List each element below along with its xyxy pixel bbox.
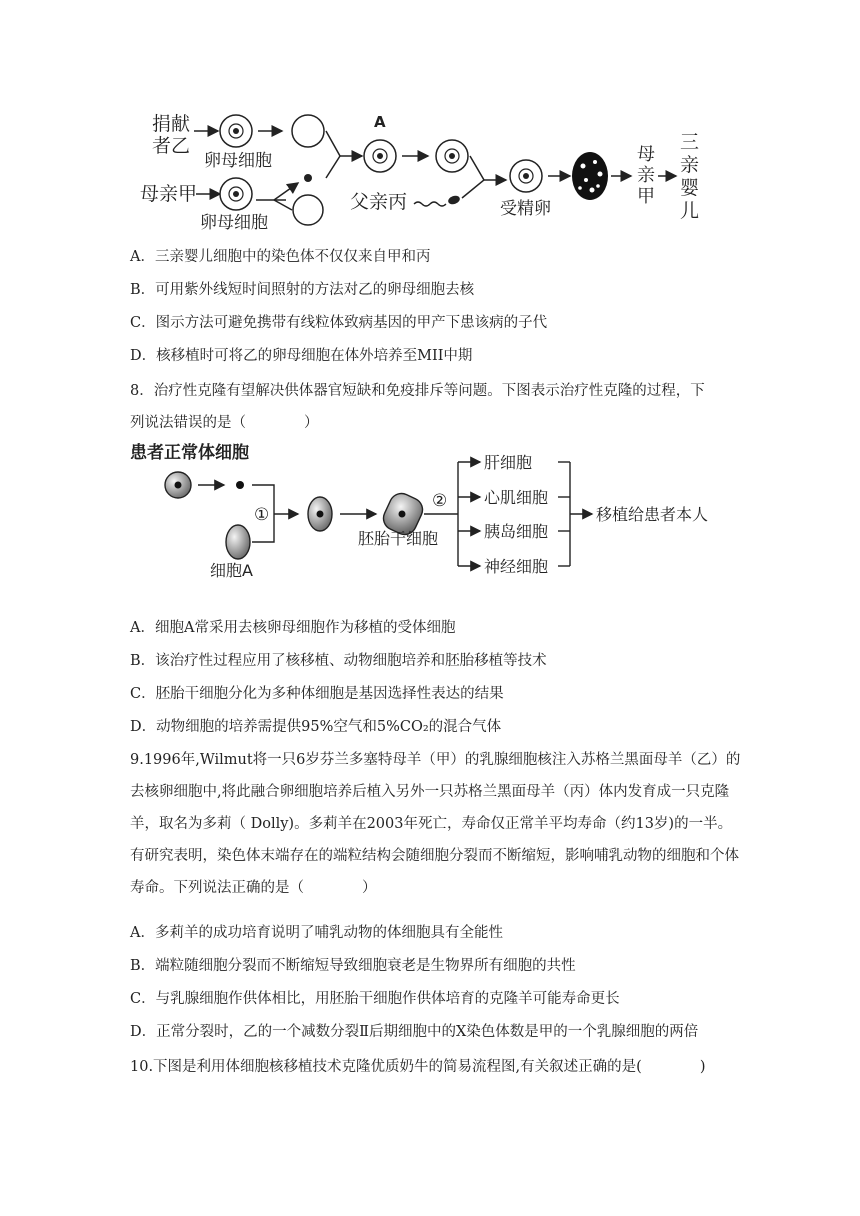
patient-cell-title: 患者正常体细胞 [130, 443, 249, 463]
arrow [274, 183, 298, 200]
step-1-label: ① [254, 505, 270, 525]
sperm-icon [447, 194, 461, 206]
q8-stem-line1: 8．治疗性克隆有望解决供体器官短缺和免疫排斥等问题。下图表示治疗性克隆的过程，下 [130, 383, 705, 399]
mother-vertical-2: 亲 [637, 165, 655, 186]
q10-stem: 10.下图是利用体细胞核移植技术克隆优质奶牛的简易流程图,有关叙述正确的是( ) [130, 1059, 706, 1075]
enucleated-cell [293, 195, 323, 225]
cell-a [226, 525, 250, 559]
reconstructed-oocyte [364, 140, 396, 172]
donor-label-line2: 者乙 [152, 135, 191, 157]
early-embryo [572, 152, 608, 200]
oocyte-label-bottom: 卵母细胞 [200, 213, 268, 233]
q9-option-d: D．正常分裂时，乙的一个减数分裂Ⅱ后期细胞中的X染色体数是甲的一个乳腺细胞的两倍 [130, 1024, 699, 1040]
arrow [274, 200, 292, 210]
sperm-tail [414, 202, 446, 206]
q8-option-b: B．该治疗性过程应用了核移植、动物细胞培养和胚胎移植等技术 [130, 653, 547, 669]
baby-vertical-4: 儿 [680, 200, 700, 222]
oocyte-mother [220, 178, 252, 210]
reconstructed-cell [308, 497, 332, 531]
q9-stem: 9.1996年,Wilmut将一只6岁芬兰多塞特母羊（甲）的乳腺细胞核注入苏格兰黑面母羊（乙）的去核卵细胞中,将此融合卵细胞培养后植入另外一只苏格兰黑面母羊（丙）体内发育成一只克隆羊，取名为多莉（ Dolly)。多莉羊在2003年死亡，寿命仅正常羊平均寿命（约13岁)的一半。有研究表明，染色体末端存在的端粒结构会随细胞分裂而不断缩短，影响哺乳动物的细胞和个体寿命。下列说法正确的是（ ） [130, 752, 741, 896]
transplant-label: 移植给患者本人 [596, 505, 709, 524]
q7-option-a: A．三亲婴儿细胞中的染色体不仅仅来自甲和丙 [130, 249, 431, 265]
q8-option-c: C．胚胎干细胞分化为多种体细胞是基因选择性表达的结果 [130, 686, 504, 702]
mother-label: 母亲甲 [140, 183, 198, 205]
donor-label-line1: 捐献 [152, 113, 191, 135]
liver-cell-label: 肝细胞 [484, 453, 533, 472]
therapeutic-cloning-diagram [128, 438, 728, 580]
q7-option-d: D．核移植时可将乙的卵母细胞在体外培养至MII中期 [130, 348, 473, 364]
extracted-nucleus [236, 481, 244, 489]
cardiomyocyte-label: 心肌细胞 [484, 488, 549, 507]
baby-vertical-3: 婴 [680, 177, 700, 199]
esc-label: 胚胎干细胞 [358, 529, 439, 548]
q7-option-b: B．可用紫外线短时间照射的方法对乙的卵母细胞去核 [130, 282, 475, 298]
oocyte-label-top: 卵母细胞 [204, 151, 272, 171]
q7-option-c: C．图示方法可避免携带有线粒体致病基因的甲产下患该病的子代 [130, 315, 548, 331]
mature-oocyte [436, 140, 468, 172]
three-parent-baby-diagram [140, 100, 710, 235]
baby-vertical-2: 亲 [680, 154, 700, 176]
father-label: 父亲丙 [350, 191, 408, 213]
merge-bracket [326, 131, 340, 178]
q8-option-a: A．细胞A常采用去核卵母细胞作为移植的受体细胞 [130, 620, 456, 636]
islet-cell-label: 胰岛细胞 [484, 522, 549, 541]
q8-option-d: D．动物细胞的培养需提供95%空气和5%CO₂的混合气体 [130, 719, 502, 735]
mother-vertical-1: 母 [637, 144, 655, 165]
label-a: A [374, 113, 386, 131]
zygote [510, 160, 542, 192]
step-2-label: ② [432, 491, 448, 511]
q9-option-c: C．与乳腺细胞作供体相比，用胚胎干细胞作供体培育的克隆羊可能寿命更长 [130, 991, 620, 1007]
mother-vertical-3: 甲 [637, 186, 655, 207]
neuron-label: 神经细胞 [484, 557, 549, 576]
q9-option-b: B．端粒随细胞分裂而不断缩短导致细胞衰老是生物界所有细胞的共性 [130, 958, 576, 974]
cell-a-label: 细胞A [210, 561, 253, 580]
enucleated-oocyte [292, 115, 324, 147]
q9-option-a: A．多莉羊的成功培育说明了哺乳动物的体细胞具有全能性 [130, 925, 503, 941]
baby-vertical-1: 三 [680, 131, 700, 153]
q8-stem-line2: 列说法错误的是（ ） [130, 415, 319, 431]
oocyte-donor [220, 115, 252, 147]
somatic-cell [165, 472, 191, 498]
nucleus [304, 174, 312, 182]
zygote-label: 受精卵 [500, 199, 551, 219]
